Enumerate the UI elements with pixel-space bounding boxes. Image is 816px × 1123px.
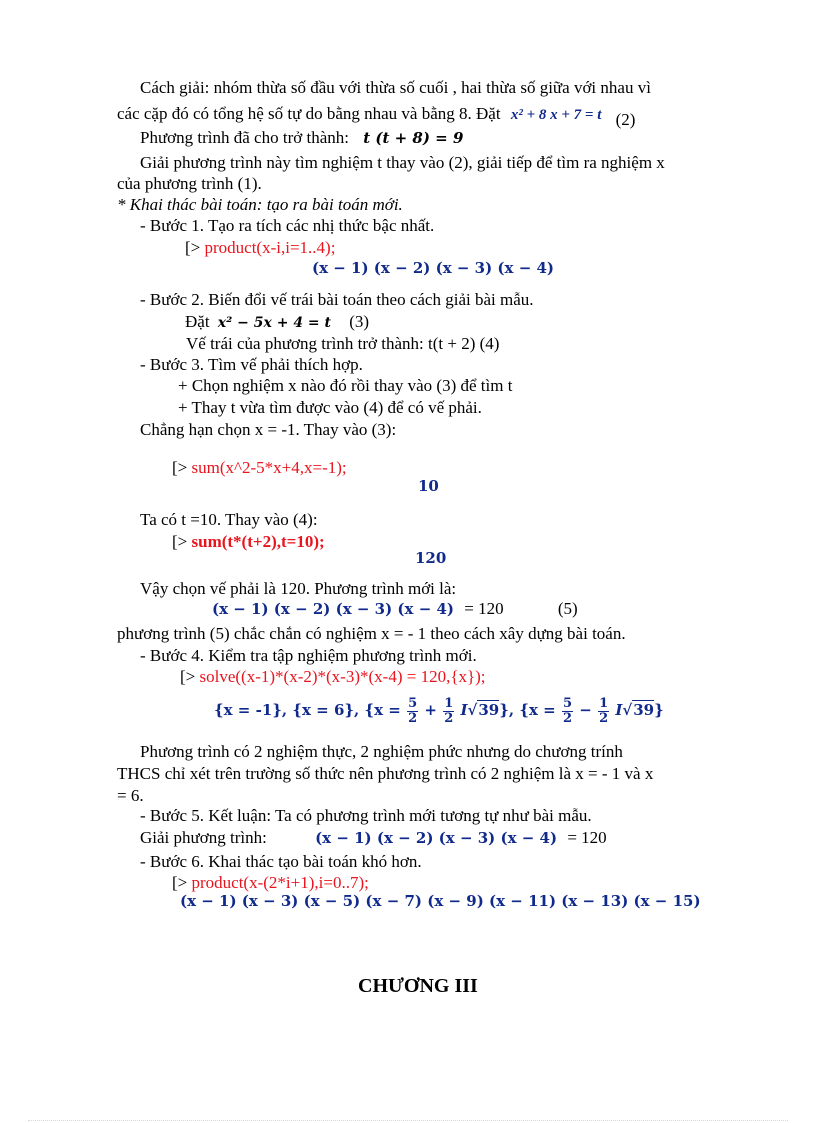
equation: t (t + 8) = 9 [363, 129, 464, 147]
maple-input [185, 238, 335, 258]
step-heading: - Bước 4. Kiểm tra tập nghiệm phương trình mới. [140, 646, 477, 665]
substitution-equation: x² + 8 x + 7 = t [510, 107, 602, 123]
substitution-equation: x² − 5x + 4 = t [217, 315, 332, 331]
paragraph-line: Ta có t =10. Thay vào (4): [140, 510, 318, 529]
fraction: $\frac{1}{2}$ [444, 695, 454, 726]
paragraph-line: của phương trình (1). [117, 174, 262, 193]
equation-rhs: = 120 [567, 828, 607, 847]
sqrt-sign: √ [622, 701, 633, 719]
maple-input [172, 532, 325, 552]
equation-number: (5) [557, 599, 578, 618]
paragraph-text: Giải phương trình: [140, 828, 267, 847]
equation: (x − 1) (x − 2) (x − 3) (x − 4) [212, 600, 455, 618]
step-heading: - Bước 1. Tạo ra tích các nhị thức bậc nhất. [140, 216, 435, 235]
paragraph-text: Phương trình đã cho trở thành: [140, 128, 349, 147]
maple-prompt: [> [185, 238, 201, 257]
chapter-title: CHƯƠNG III [358, 975, 478, 997]
paragraph-line [185, 312, 369, 333]
maple-input [172, 458, 347, 478]
equation: (x − 1) (x − 2) (x − 3) (x − 4) [315, 829, 558, 847]
maple-prompt: [> [172, 532, 188, 551]
step-heading: - Bước 6. Khai thác tạo bài toán khó hơn. [140, 852, 422, 871]
maple-command: solve((x-1)*(x-2)*(x-3)*(x-4) = 120,{x}); [199, 667, 486, 686]
paragraph-line [212, 599, 578, 619]
paragraph-line: Vậy chọn vế phải là 120. Phương trình mới là: [140, 579, 457, 598]
paragraph-line: = 6. [117, 786, 144, 805]
maple-output: 120 [415, 549, 447, 567]
maple-output: 10 [418, 477, 439, 495]
paragraph-line: + Chọn nghiệm x nào đó rồi thay vào (3) để tìm t [178, 376, 513, 395]
paragraph-line: Phương trình có 2 nghiệm thực, 2 nghiệm phức nhưng do chương trính [140, 742, 623, 761]
maple-output: {x = -1}, {x = 6}, {x = $\frac{5}{2}$ + $\frac{1}{2}$ I√39}, {x = $\frac{5}{2}$ − $\frac{1}{2}$ I√39} [214, 695, 664, 726]
paragraph-line: + Thay t vừa tìm được vào (4) để có vế phải. [178, 398, 482, 417]
maple-command: product(x-i,i=1..4); [204, 238, 336, 257]
section-heading: * Khai thác bài toán: tạo ra bài toán mới. [117, 195, 403, 214]
paragraph-line: Chẳng hạn chọn x = -1. Thay vào (3): [140, 420, 397, 439]
paragraph-line: Cách giải: nhóm thừa số đầu với thừa số cuối , hai thừa số giữa với nhau vì [140, 78, 651, 97]
step-heading: - Bước 3. Tìm vế phải thích hợp. [140, 355, 363, 374]
equation-rhs: = 120 [464, 599, 504, 618]
maple-command: sum(t*(t+2),t=10); [191, 532, 325, 551]
fraction: $\frac{5}{2}$ [408, 695, 418, 726]
paragraph-text: các cặp đó có tổng hệ số tự do bằng nhau và bằng 8. Đặt [117, 104, 501, 123]
equation-number: (2) [615, 110, 636, 129]
maple-prompt: [> [172, 873, 188, 892]
maple-prompt: [> [172, 458, 188, 477]
maple-input [180, 667, 486, 687]
fraction: $\frac{1}{2}$ [599, 695, 609, 726]
maple-command: product(x-(2*i+1),i=0..7); [191, 873, 369, 892]
paragraph-line: Giải phương trình này tìm nghiệm t thay vào (2), giải tiếp để tìm ra nghiệm x [140, 153, 665, 172]
paragraph-line [117, 104, 636, 129]
paragraph-line: Vế trái của phương trình trở thành: t(t + 2) (4) [186, 334, 500, 353]
paragraph-line [140, 128, 463, 148]
fraction: $\frac{5}{2}$ [562, 695, 573, 726]
paragraph-line: phương trình (5) chắc chắn có nghiệm x = - 1 theo cách xây dựng bài toán. [117, 624, 626, 643]
step-heading: - Bước 5. Kết luận: Ta có phương trình mới tương tự như bài mẫu. [140, 806, 592, 825]
maple-output: (x − 1) (x − 3) (x − 5) (x − 7) (x − 9) (x − 11) (x − 13) (x − 15) [180, 892, 701, 910]
maple-prompt: [> [180, 667, 196, 686]
page-bottom-rule [28, 1120, 788, 1121]
maple-command: sum(x^2-5*x+4,x=-1); [191, 458, 347, 477]
maple-output: (x − 1) (x − 2) (x − 3) (x − 4) [312, 259, 555, 277]
equation-number: (3) [349, 312, 370, 331]
step-heading: - Bước 2. Biến đổi vế trái bài toán theo cách giải bài mẫu. [140, 290, 534, 309]
paragraph-text: Đặt [185, 312, 210, 331]
sqrt-sign: √ [467, 701, 478, 719]
paragraph-line: THCS chỉ xét trên trường số thức nên phương trình có 2 nghiệm là x = - 1 và x [117, 764, 654, 783]
maple-input [172, 873, 369, 893]
paragraph-line [140, 828, 607, 848]
